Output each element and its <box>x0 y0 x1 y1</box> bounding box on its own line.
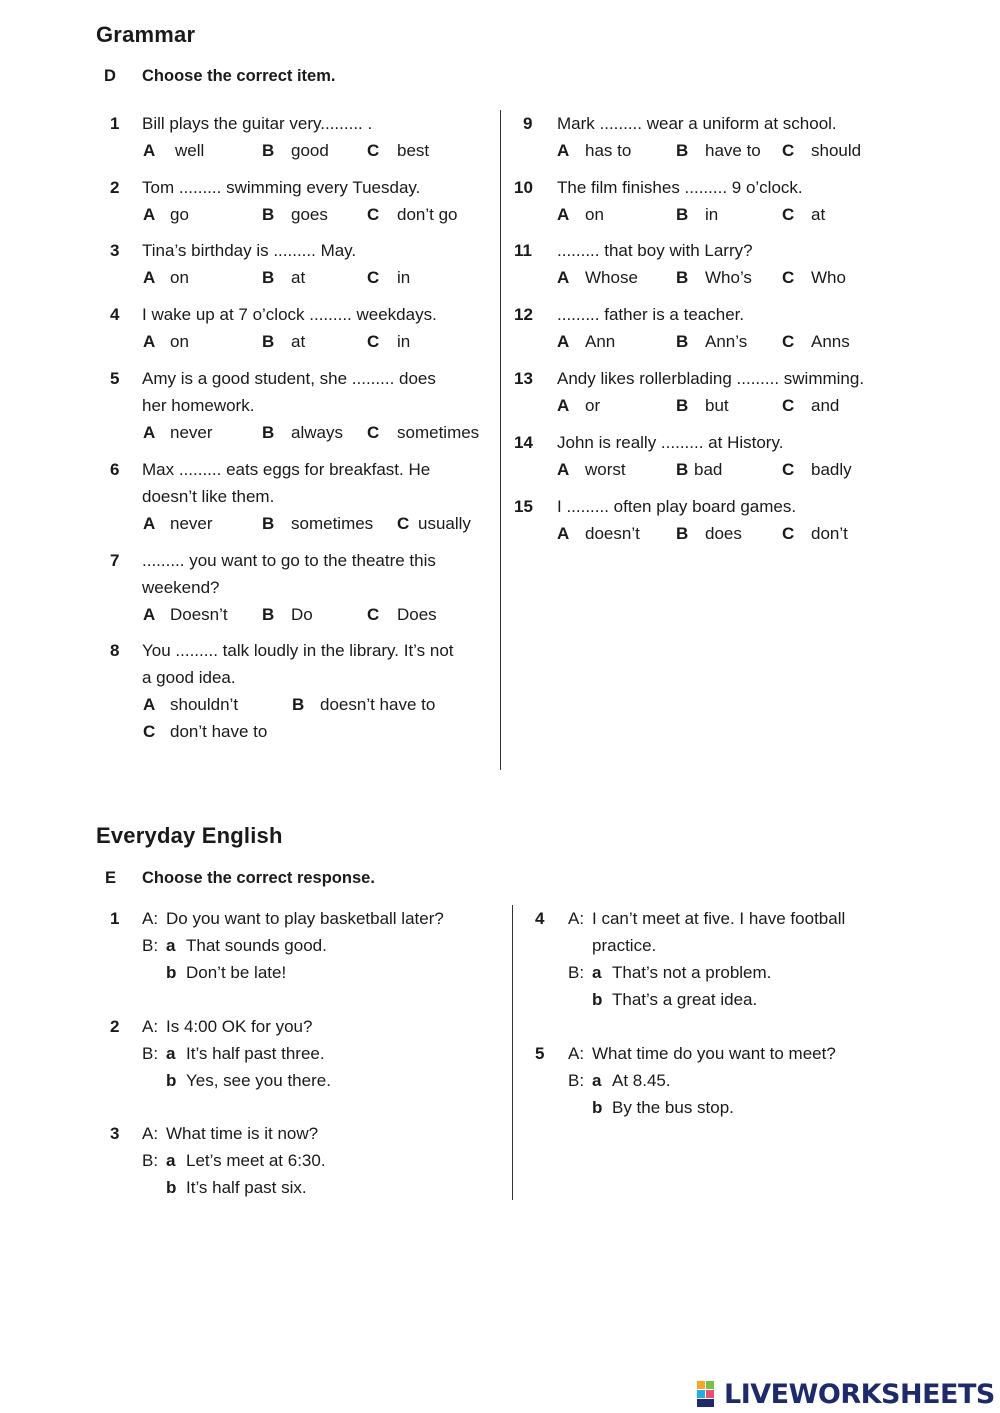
grammar-instruction: Choose the correct item. <box>142 67 336 85</box>
speaker-a-text: What time is it now? <box>166 1124 319 1143</box>
speaker-b-label: B: <box>142 936 159 955</box>
option-letter[interactable]: A <box>143 332 156 351</box>
option-letter[interactable]: A <box>143 141 156 160</box>
option-letter[interactable]: C <box>367 423 380 442</box>
option-text[interactable]: don’t <box>811 524 848 543</box>
dialogue-number: 4 <box>535 909 545 928</box>
speaker-b-label: B: <box>568 963 585 982</box>
everyday-section-letter: E <box>105 869 117 887</box>
option-letter[interactable]: B <box>676 205 689 224</box>
grammar-column-divider <box>500 110 501 770</box>
response-option-a-text[interactable]: It’s half past three. <box>186 1044 325 1063</box>
speaker-a-label: A: <box>142 909 159 928</box>
response-option-b-letter[interactable]: b <box>166 963 177 982</box>
option-letter[interactable]: A <box>143 695 156 714</box>
response-option-b-text[interactable]: Don’t be late! <box>186 963 287 982</box>
question-number: 1 <box>110 114 120 133</box>
option-text[interactable]: Doesn’t <box>170 605 228 624</box>
question-text: ......... you want to go to the theatre this <box>142 551 436 570</box>
question-text: Mark ......... wear a uniform at school. <box>557 114 837 133</box>
question-text: Andy likes rollerblading ......... swimming. <box>557 369 865 388</box>
option-text[interactable]: good <box>291 141 329 160</box>
option-letter[interactable]: C <box>782 205 795 224</box>
option-text[interactable]: have to <box>705 141 761 160</box>
dialogue-number: 3 <box>110 1124 120 1143</box>
question-number: 15 <box>514 497 533 516</box>
option-text[interactable]: on <box>170 332 189 351</box>
liveworksheets-logo <box>697 1379 995 1409</box>
question-text: Tom ......... swimming every Tuesday. <box>142 178 421 197</box>
response-option-b-letter[interactable]: b <box>166 1071 177 1090</box>
question-text: The film finishes ......... 9 o’clock. <box>557 178 803 197</box>
speaker-a-label: A: <box>142 1124 159 1143</box>
dialogue-number: 2 <box>110 1017 120 1036</box>
question-number: 2 <box>110 178 120 197</box>
option-letter[interactable]: A <box>143 268 156 287</box>
speaker-a-text: What time do you want to meet? <box>592 1044 836 1063</box>
option-letter[interactable]: B <box>676 332 689 351</box>
speaker-a-text: Is 4:00 OK for you? <box>166 1017 313 1036</box>
response-option-b-letter[interactable]: b <box>592 990 603 1009</box>
option-letter[interactable]: B <box>262 268 275 287</box>
question-number: 8 <box>110 641 120 660</box>
response-option-a-text[interactable]: That sounds good. <box>186 936 327 955</box>
option-text[interactable]: Who <box>811 268 846 287</box>
option-text[interactable]: Whose <box>585 268 638 287</box>
option-text[interactable]: go <box>170 205 189 224</box>
option-letter[interactable]: C <box>367 141 380 160</box>
option-text[interactable]: on <box>170 268 189 287</box>
option-letter[interactable]: C <box>143 722 156 741</box>
option-letter[interactable]: B <box>262 605 275 624</box>
question-text: ......... that boy with Larry? <box>557 241 753 260</box>
option-letter[interactable]: C <box>367 332 380 351</box>
option-text[interactable]: has to <box>585 141 632 160</box>
response-option-b-text[interactable]: By the bus stop. <box>612 1098 734 1117</box>
speaker-a-text: I can’t meet at five. I have football <box>592 909 846 928</box>
grammar-section-letter: D <box>104 67 116 85</box>
question-number: 12 <box>514 305 533 324</box>
option-text[interactable]: never <box>170 514 213 533</box>
option-text[interactable]: at <box>811 205 826 224</box>
option-letter[interactable]: B <box>262 514 275 533</box>
option-text[interactable]: Who’s <box>705 268 752 287</box>
option-text[interactable]: sometimes <box>291 514 374 533</box>
option-letter[interactable]: A <box>143 423 156 442</box>
question-text: You ......... talk loudly in the library. It’s not <box>142 641 454 660</box>
option-text[interactable]: should <box>811 141 862 160</box>
option-text[interactable]: worst <box>585 460 626 479</box>
option-letter[interactable]: C <box>367 205 380 224</box>
option-text[interactable]: badly <box>811 460 852 479</box>
question-text: Max ......... eats eggs for breakfast. He <box>142 460 431 479</box>
question-text: doesn’t like them. <box>142 487 275 506</box>
dialogue-number: 1 <box>110 909 120 928</box>
option-text[interactable]: don’t go <box>397 205 458 224</box>
option-text[interactable]: usually <box>418 514 471 533</box>
option-letter[interactable]: A <box>143 514 156 533</box>
question-number: 3 <box>110 241 120 260</box>
option-text[interactable]: bad <box>694 460 723 479</box>
question-number: 6 <box>110 460 120 479</box>
speaker-a-label: A: <box>568 909 585 928</box>
option-letter[interactable]: C <box>782 396 795 415</box>
question-text: her homework. <box>142 396 255 415</box>
option-letter[interactable]: C <box>367 268 380 287</box>
question-text: Tina’s birthday is ......... May. <box>142 241 357 260</box>
speaker-a-label: A: <box>568 1044 585 1063</box>
question-text: I wake up at 7 o’clock ......... weekdays. <box>142 305 437 324</box>
option-letter[interactable]: A <box>143 605 156 624</box>
option-text[interactable]: in <box>397 332 411 351</box>
option-text[interactable]: Anns <box>811 332 850 351</box>
option-letter[interactable]: A <box>143 205 156 224</box>
response-option-a-letter[interactable]: a <box>592 963 602 982</box>
question-number: 7 <box>110 551 120 570</box>
everyday-english-title: Everyday English <box>96 823 283 848</box>
option-text[interactable]: at <box>291 268 306 287</box>
question-number: 9 <box>523 114 533 133</box>
option-letter[interactable]: B <box>292 695 305 714</box>
option-text[interactable]: in <box>397 268 411 287</box>
option-text[interactable]: Ann’s <box>705 332 748 351</box>
speaker-b-label: B: <box>568 1071 585 1090</box>
speaker-a-text: Do you want to play basketball later? <box>166 909 444 928</box>
option-letter[interactable]: B <box>676 460 689 479</box>
option-letter[interactable]: C <box>397 514 410 533</box>
response-option-a-letter[interactable]: a <box>166 1044 176 1063</box>
response-option-a-letter[interactable]: a <box>166 1151 176 1170</box>
option-letter[interactable]: B <box>262 332 275 351</box>
response-option-a-letter[interactable]: a <box>592 1071 602 1090</box>
option-text[interactable]: and <box>811 396 840 415</box>
response-option-b-text[interactable]: That’s a great idea. <box>612 990 758 1009</box>
option-text[interactable]: sometimes <box>397 423 480 442</box>
option-text[interactable]: does <box>705 524 742 543</box>
option-text[interactable]: or <box>585 396 601 415</box>
response-option-a-text[interactable]: At 8.45. <box>612 1071 671 1090</box>
liveworksheets-logo-text: LIVEWORKSHEETS <box>724 1378 995 1410</box>
question-text: I ......... often play board games. <box>557 497 797 516</box>
option-letter[interactable]: B <box>676 141 689 160</box>
option-letter[interactable]: A <box>557 460 570 479</box>
option-letter[interactable]: C <box>782 524 795 543</box>
option-text[interactable]: on <box>585 205 604 224</box>
question-number: 4 <box>110 305 120 324</box>
option-text[interactable]: goes <box>291 205 328 224</box>
speaker-b-label: B: <box>142 1151 159 1170</box>
option-text[interactable]: but <box>705 396 729 415</box>
option-letter[interactable]: A <box>557 205 570 224</box>
option-letter[interactable]: C <box>367 605 380 624</box>
question-text: Amy is a good student, she ......... does <box>142 369 436 388</box>
option-text[interactable]: never <box>170 423 213 442</box>
question-text: Bill plays the guitar very......... . <box>142 114 373 133</box>
option-text[interactable]: at <box>291 332 306 351</box>
option-text[interactable]: doesn’t have to <box>320 695 436 714</box>
option-letter[interactable]: B <box>262 423 275 442</box>
option-text[interactable]: well <box>175 141 205 160</box>
option-letter[interactable]: A <box>557 268 570 287</box>
option-letter[interactable]: C <box>782 141 795 160</box>
option-letter[interactable]: A <box>557 141 570 160</box>
question-number: 13 <box>514 369 533 388</box>
question-number: 5 <box>110 369 120 388</box>
option-letter[interactable]: A <box>557 396 570 415</box>
option-text[interactable]: doesn’t <box>585 524 640 543</box>
everyday-column-divider <box>512 905 513 1200</box>
option-letter[interactable]: B <box>676 524 689 543</box>
response-option-b-letter[interactable]: b <box>166 1178 177 1197</box>
response-option-b-text[interactable]: It’s half past six. <box>186 1178 307 1197</box>
question-number: 10 <box>514 178 533 197</box>
question-number: 11 <box>514 241 532 260</box>
option-letter[interactable]: A <box>557 524 570 543</box>
response-option-b-text[interactable]: Yes, see you there. <box>186 1071 331 1090</box>
option-letter[interactable]: B <box>262 205 275 224</box>
option-letter[interactable]: B <box>676 396 689 415</box>
option-text[interactable]: always <box>291 423 343 442</box>
question-text: ......... father is a teacher. <box>557 305 745 324</box>
option-text[interactable]: don’t have to <box>170 722 268 741</box>
question-number: 14 <box>514 433 533 452</box>
option-letter[interactable]: C <box>782 268 795 287</box>
question-text: a good idea. <box>142 668 236 687</box>
option-text[interactable]: Do <box>291 605 313 624</box>
dialogue-number: 5 <box>535 1044 545 1063</box>
response-option-b-letter[interactable]: b <box>592 1098 603 1117</box>
everyday-instruction: Choose the correct response. <box>142 869 375 887</box>
grammar-title: Grammar <box>96 22 196 47</box>
response-option-a-text[interactable]: Let’s meet at 6:30. <box>186 1151 326 1170</box>
question-text: weekend? <box>142 578 220 597</box>
option-text[interactable]: Does <box>397 605 437 624</box>
response-option-a-text[interactable]: That’s not a problem. <box>612 963 772 982</box>
speaker-a-text: practice. <box>592 936 657 955</box>
option-text[interactable]: Ann <box>585 332 616 351</box>
option-letter[interactable]: C <box>782 460 795 479</box>
option-letter[interactable]: B <box>262 141 275 160</box>
option-letter[interactable]: A <box>557 332 570 351</box>
speaker-a-label: A: <box>142 1017 159 1036</box>
option-text[interactable]: best <box>397 141 430 160</box>
option-text[interactable]: shouldn’t <box>170 695 239 714</box>
option-text[interactable]: in <box>705 205 719 224</box>
liveworksheets-logo-icon <box>697 1381 723 1407</box>
option-letter[interactable]: B <box>676 268 689 287</box>
speaker-b-label: B: <box>142 1044 159 1063</box>
option-letter[interactable]: C <box>782 332 795 351</box>
question-text: John is really ......... at History. <box>557 433 784 452</box>
response-option-a-letter[interactable]: a <box>166 936 176 955</box>
